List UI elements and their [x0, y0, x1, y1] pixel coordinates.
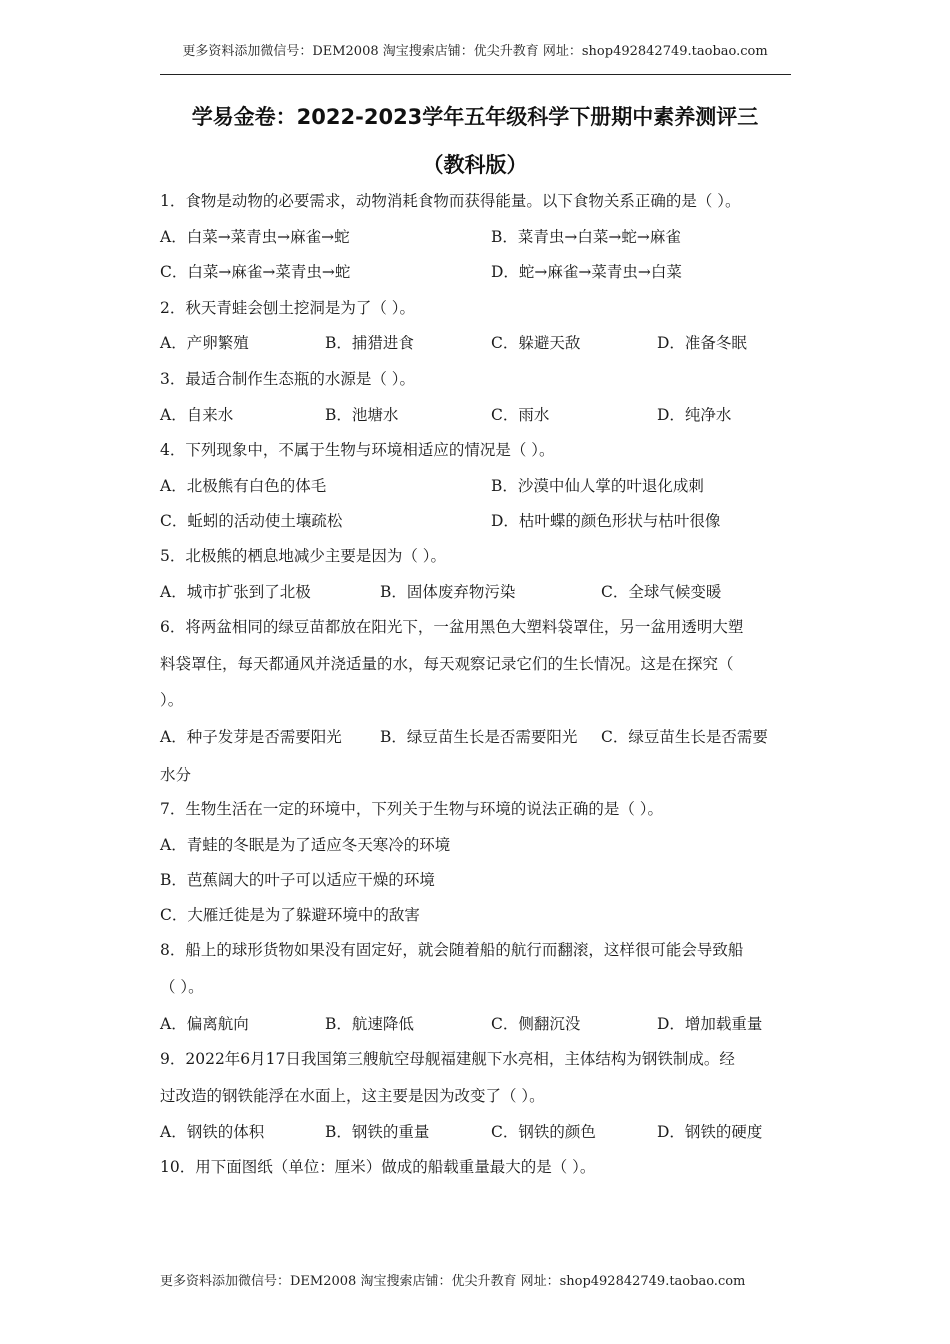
question-9-option-a: A．钢铁的体积 [160, 1123, 265, 1141]
question-7-stem: 7．生物生活在一定的环境中，下列关于生物与环境的说法正确的是（ ）。 [160, 800, 664, 818]
question-2-option-c: C．躲避天敌 [491, 334, 581, 352]
question-4-stem: 4．下列现象中，不属于生物与环境相适应的情况是（ ）。 [160, 441, 555, 459]
question-1-option-a: A．白菜→菜青虫→麻雀→蛇 [160, 228, 350, 246]
question-8-option-d: D．增加载重量 [657, 1015, 763, 1033]
question-7-option-b: B．芭蕉阔大的叶子可以适应干燥的环境 [160, 871, 435, 889]
question-9-option-c: C．钢铁的颜色 [491, 1123, 596, 1141]
question-3-stem: 3．最适合制作生态瓶的水源是（ ）。 [160, 370, 416, 388]
question-2-option-b: B．捕猎进食 [325, 334, 414, 352]
question-5-option-b: B．固体废弃物污染 [380, 583, 516, 601]
question-6-option-c-continued: 水分 [160, 766, 192, 784]
question-9-option-b: B．钢铁的重量 [325, 1123, 430, 1141]
question-8-stem-line-1: 8．船上的球形货物如果没有固定好，就会随着船的航行而翻滚，这样很可能会导致船 [160, 941, 744, 959]
question-4-option-b: B．沙漠中仙人掌的叶退化成刺 [491, 477, 704, 495]
question-8-option-c: C．侧翻沉没 [491, 1015, 581, 1033]
question-1-option-b: B．菜青虫→白菜→蛇→麻雀 [491, 228, 681, 246]
question-3-option-a: A．自来水 [160, 406, 234, 424]
question-9-stem-line-1: 9．2022年6月17日我国第三艘航空母舰福建舰下水亮相，主体结构为钢铁制成。经 [160, 1050, 735, 1068]
question-1-option-d: D．蛇→麻雀→菜青虫→白菜 [491, 263, 682, 281]
question-1-option-c: C．白菜→麻雀→菜青虫→蛇 [160, 263, 351, 281]
question-3-option-b: B．池塘水 [325, 406, 399, 424]
question-10-stem: 10．用下面图纸（单位：厘米）做成的船载重量最大的是（ ）。 [160, 1158, 596, 1176]
question-2-stem: 2．秋天青蛙会刨土挖洞是为了（ ）。 [160, 299, 416, 317]
question-9-option-d: D．钢铁的硬度 [657, 1123, 763, 1141]
question-8-option-b: B．航速降低 [325, 1015, 414, 1033]
question-2-option-a: A．产卵繁殖 [160, 334, 249, 352]
question-6-option-b: B．绿豆苗生长是否需要阳光 [380, 728, 578, 746]
page-header: 更多资料添加微信号：DEM2008 淘宝搜索店铺：优尖升教育 网址：shop492842749.taobao.com [182, 44, 768, 59]
question-9-stem-line-2: 过改造的钢铁能浮在水面上，这主要是因为改变了（ ）。 [160, 1087, 545, 1105]
question-6-stem-line-3: ）。 [160, 691, 184, 709]
question-7-option-a: A．青蛙的冬眠是为了适应冬天寒冷的环境 [160, 836, 451, 854]
question-1-stem: 1．食物是动物的必要需求，动物消耗食物而获得能量。以下食物关系正确的是（ ）。 [160, 192, 741, 210]
question-3-option-c: C．雨水 [491, 406, 550, 424]
question-4-option-d: D．枯叶蝶的颜色形状与枯叶很像 [491, 512, 721, 530]
question-5-option-a: A．城市扩张到了北极 [160, 583, 311, 601]
question-4-option-a: A．北极熊有白色的体毛 [160, 477, 327, 495]
question-4-option-c: C．蚯蚓的活动使土壤疏松 [160, 512, 343, 530]
page-subtitle: （教科版） [422, 153, 528, 177]
header-divider [160, 74, 791, 75]
question-5-option-c: C．全球气候变暖 [601, 583, 722, 601]
question-6-option-c: C．绿豆苗生长是否需要 [601, 728, 768, 746]
question-2-option-d: D．准备冬眠 [657, 334, 747, 352]
page-title: 学易金卷：2022-2023学年五年级科学下册期中素养测评三 [191, 105, 759, 129]
page-footer: 更多资料添加微信号：DEM2008 淘宝搜索店铺：优尖升教育 网址：shop492842749.taobao.com [160, 1274, 746, 1289]
question-8-stem-line-2: （ ）。 [160, 978, 204, 996]
question-5-stem: 5．北极熊的栖息地减少主要是因为（ ）。 [160, 547, 447, 565]
question-8-option-a: A．偏离航向 [160, 1015, 249, 1033]
question-6-stem-line-2: 料袋罩住，每天都通风并浇适量的水，每天观察记录它们的生长情况。这是在探究（ [160, 655, 734, 673]
question-6-stem-line-1: 6．将两盆相同的绿豆苗都放在阳光下，一盆用黑色大塑料袋罩住，另一盆用透明大塑 [160, 618, 744, 636]
question-7-option-c: C．大雁迁徙是为了躲避环境中的敌害 [160, 906, 420, 924]
question-3-option-d: D．纯净水 [657, 406, 732, 424]
question-6-option-a: A．种子发芽是否需要阳光 [160, 728, 342, 746]
